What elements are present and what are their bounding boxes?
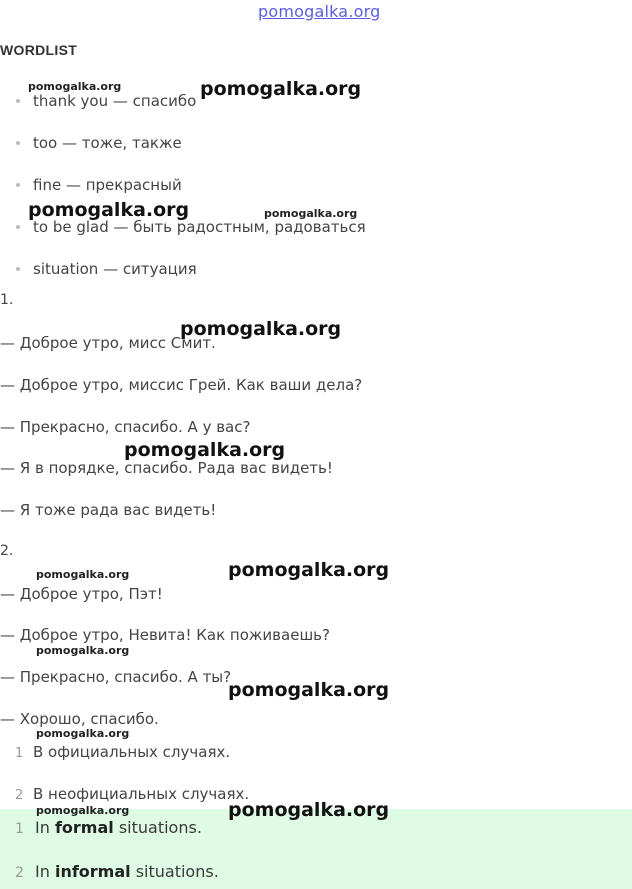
answer-en-item bbox=[15, 862, 219, 881]
bullet-icon bbox=[16, 225, 20, 229]
list-item-text: to be glad — быть радостным, радоваться bbox=[33, 218, 366, 236]
dialog-line: — Доброе утро, миссис Грей. Как ваши дела? bbox=[0, 376, 363, 394]
watermark: pomogalka.org bbox=[36, 727, 130, 740]
answer-text: В официальных случаях. bbox=[33, 743, 231, 761]
dialog-line: — Хорошо, спасибо. bbox=[0, 710, 159, 728]
answer-text-bold: formal bbox=[54, 818, 114, 837]
watermark: pomogalka.org bbox=[36, 644, 130, 657]
watermark: pomogalka.org bbox=[36, 804, 130, 817]
wordlist-heading: WORDLIST bbox=[0, 42, 78, 58]
answer-ru-item bbox=[15, 743, 230, 761]
answer-number: 2 bbox=[15, 865, 24, 881]
answer-number: 1 bbox=[15, 821, 24, 837]
site-link[interactable]: pomogalka.org bbox=[258, 2, 381, 21]
answer-number: 2 bbox=[15, 788, 24, 803]
answer-text-bold: informal bbox=[54, 862, 131, 881]
dialog-1-label: 1. bbox=[0, 292, 14, 308]
list-item-text: fine — прекрасный bbox=[33, 176, 182, 194]
list-item bbox=[16, 92, 196, 110]
list-item bbox=[16, 134, 182, 152]
answer-number: 1 bbox=[15, 746, 24, 761]
answer-ru-item bbox=[15, 785, 249, 803]
list-item-text: situation — ситуация bbox=[33, 260, 197, 278]
list-item bbox=[16, 260, 197, 278]
list-item-text: thank you — спасибо bbox=[33, 92, 197, 110]
dialog-line: — Прекрасно, спасибо. А ты? bbox=[0, 668, 232, 686]
dialog-2-label: 2. bbox=[0, 543, 14, 559]
watermark: pomogalka.org bbox=[36, 568, 130, 581]
dialog-line: — Прекрасно, спасибо. А у вас? bbox=[0, 418, 251, 436]
answer-text: В неофициальных случаях. bbox=[33, 785, 250, 803]
watermark: pomogalka.org bbox=[200, 78, 362, 100]
answer-en-item bbox=[15, 818, 202, 837]
watermark: pomogalka.org bbox=[228, 799, 390, 821]
watermark: pomogalka.org bbox=[228, 559, 390, 581]
dialog-line: — Доброе утро, Пэт! bbox=[0, 585, 163, 603]
dialog-line: — Доброе утро, Невита! Как поживаешь? bbox=[0, 626, 330, 644]
answer-text-pre: In bbox=[35, 818, 55, 837]
dialog-line: — Я тоже рада вас видеть! bbox=[0, 501, 217, 519]
watermark: pomogalka.org bbox=[180, 318, 342, 340]
watermark: pomogalka.org bbox=[264, 207, 358, 220]
watermark: pomogalka.org bbox=[124, 439, 286, 461]
list-item-text: too — тоже, также bbox=[33, 134, 182, 152]
bullet-icon bbox=[16, 99, 20, 103]
answer-text-pre: In bbox=[35, 862, 55, 881]
list-item bbox=[16, 176, 182, 194]
dialog-line: — Я в порядке, спасибо. Рада вас видеть! bbox=[0, 459, 333, 477]
answer-text-post: situations. bbox=[130, 862, 219, 881]
dialog-line: — Доброе утро, мисс Смит. bbox=[0, 334, 216, 352]
bullet-icon bbox=[16, 267, 20, 271]
watermark: pomogalka.org bbox=[28, 199, 190, 221]
bullet-icon bbox=[16, 141, 20, 145]
watermark: pomogalka.org bbox=[228, 679, 390, 701]
watermark: pomogalka.org bbox=[28, 80, 122, 93]
answer-text-post: situations. bbox=[113, 818, 202, 837]
bullet-icon bbox=[16, 183, 20, 187]
